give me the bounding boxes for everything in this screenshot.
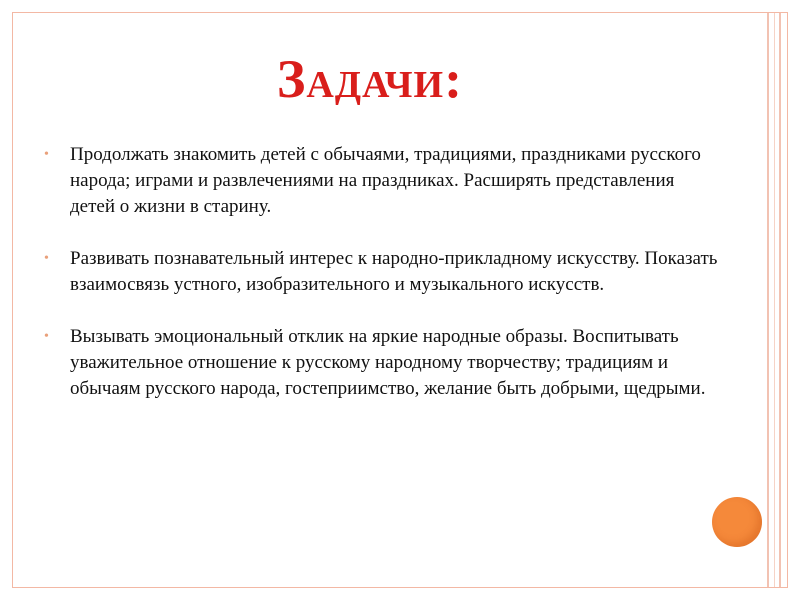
bullet-list xyxy=(44,142,724,428)
bullet-icon: • xyxy=(44,251,49,266)
decorative-circle-icon xyxy=(712,497,762,547)
bullet-icon: • xyxy=(44,147,49,162)
list-item xyxy=(44,324,724,402)
list-item xyxy=(44,142,724,220)
bullet-icon: • xyxy=(44,329,49,344)
decorative-side-band xyxy=(767,13,781,587)
list-item xyxy=(44,246,724,298)
bullet-text: Вызывать эмоциональный отклик на яркие народные образы. Воспитывать уважительное отношение к русскому народному творчеству; традициям и обычаям русского народа, гостеприимство, желание быть добрыми, щедрыми. xyxy=(70,326,706,399)
bullet-text: Продолжать знакомить детей с обычаями, традициями, праздниками русского народа; играми и развлечениями на праздниках. Расширять представления детей о жизни в старину. xyxy=(70,144,701,217)
bullet-text: Развивать познавательный интерес к народно-прикладному искусству. Показать взаимосвязь устного, изобразительного и музыкального искусств. xyxy=(70,248,718,295)
slide-title: Задачи: xyxy=(276,49,464,109)
